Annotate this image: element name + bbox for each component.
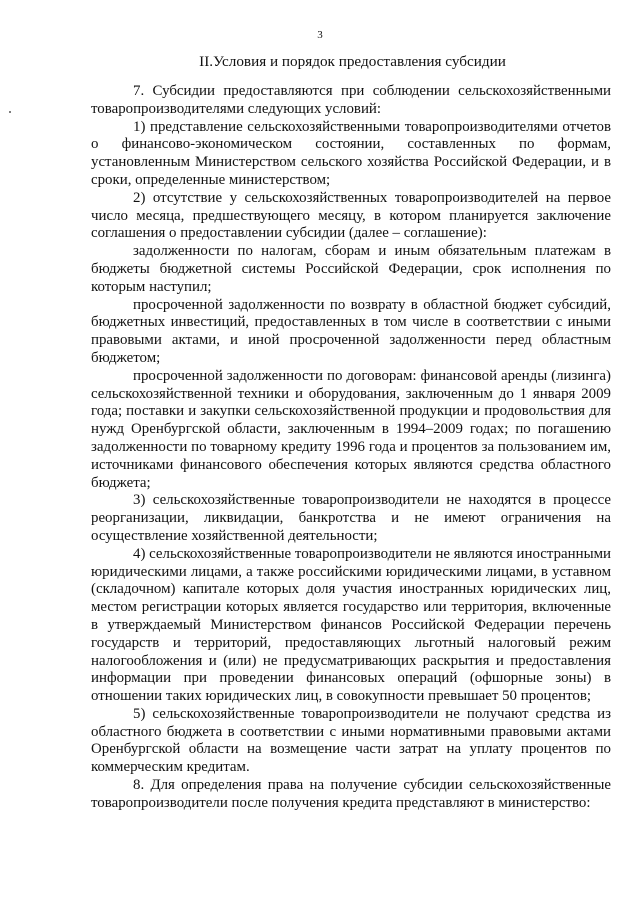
- paragraph-7-intro: 7. Субсидии предоставляются при соблюдении сельскохозяйственными товаропроизводителями следующих условий:: [91, 83, 611, 117]
- condition-2-contract-debt: просроченной задолженности по договорам: финансовой аренды (лизинга) сельскохозяйственной техники и оборудования, заключенным до 1 января 2009 года; поставки и закупки сельскохозяйственной продукции и продовольствия для нужд Оренбургской области, заключенным в 1994–2009 годах; по погашению задолженности по товарному кредиту 1996 года и процентов за пользованием им, источниками финансового обеспечения которых являются средства областного бюджета;: [91, 367, 611, 491]
- condition-2-budget-debt: просроченной задолженности по возврату в областной бюджет субсидий, бюджетных инвестиций, предоставленных в том числе в соответствии с иными правовыми актами, и иной просроченной задолженности перед областным бюджетом;: [91, 296, 611, 366]
- condition-5: 5) сельскохозяйственные товаропроизводители не получают средства из областного бюджета в соответствии с иными нормативными правовыми актами Оренбургской области на возмещение части затрат на уплату процентов по коммерческим кредитам.: [91, 705, 611, 776]
- condition-2: 2) отсутствие у сельскохозяйственных товаропроизводителей на первое число месяца, предшествующего месяцу, в котором планируется заключение соглашения о предоставлении субсидии (далее – соглашение):: [91, 189, 611, 242]
- condition-4: 4) сельскохозяйственные товаропроизводители не являются иностранными юридическими лицами, а также российскими юридическими лицами, в уставном (складочном) капитале которых доля участия иностранных юридических лиц, местом регистрации которых является государство или территория, включенные в утверждаемый Министерством финансов Российской Федерации перечень государств и территорий, предоставляющих льготный налоговый режим налогообложения и (или) не предусматривающих раскрытия и предоставления информации при проведении финансовых операций (офшорные зоны) в отношении таких юридических лиц, в совокупности превышает 50 процентов;: [91, 545, 611, 705]
- paragraph-8-intro: 8. Для определения права на получение субсидии сельскохозяйственные товаропроизводители после получения кредита представляют в министерство:: [91, 777, 611, 811]
- scan-artifact-dot: [9, 111, 11, 113]
- section-heading: II.Условия и порядок предоставления субсидии: [199, 53, 506, 70]
- condition-1: 1) представление сельскохозяйственными товаропроизводителями отчетов о финансово-экономическом состоянии, составленных по формам, установленным Министерством сельского хозяйства Российской Федерации, и в сроки, определенные министерством;: [91, 118, 611, 188]
- condition-2-tax-debt: задолженности по налогам, сборам и иным обязательным платежам в бюджеты бюджетной системы Российской Федерации, срок исполнения по которым наступил;: [91, 243, 611, 295]
- condition-3: 3) сельскохозяйственные товаропроизводители не находятся в процессе реорганизации, ликвидации, банкротства и не имеют ограничения на осуществление хозяйственной деятельности;: [91, 492, 611, 544]
- document-body: [91, 83, 611, 813]
- page-number: 3: [317, 29, 323, 41]
